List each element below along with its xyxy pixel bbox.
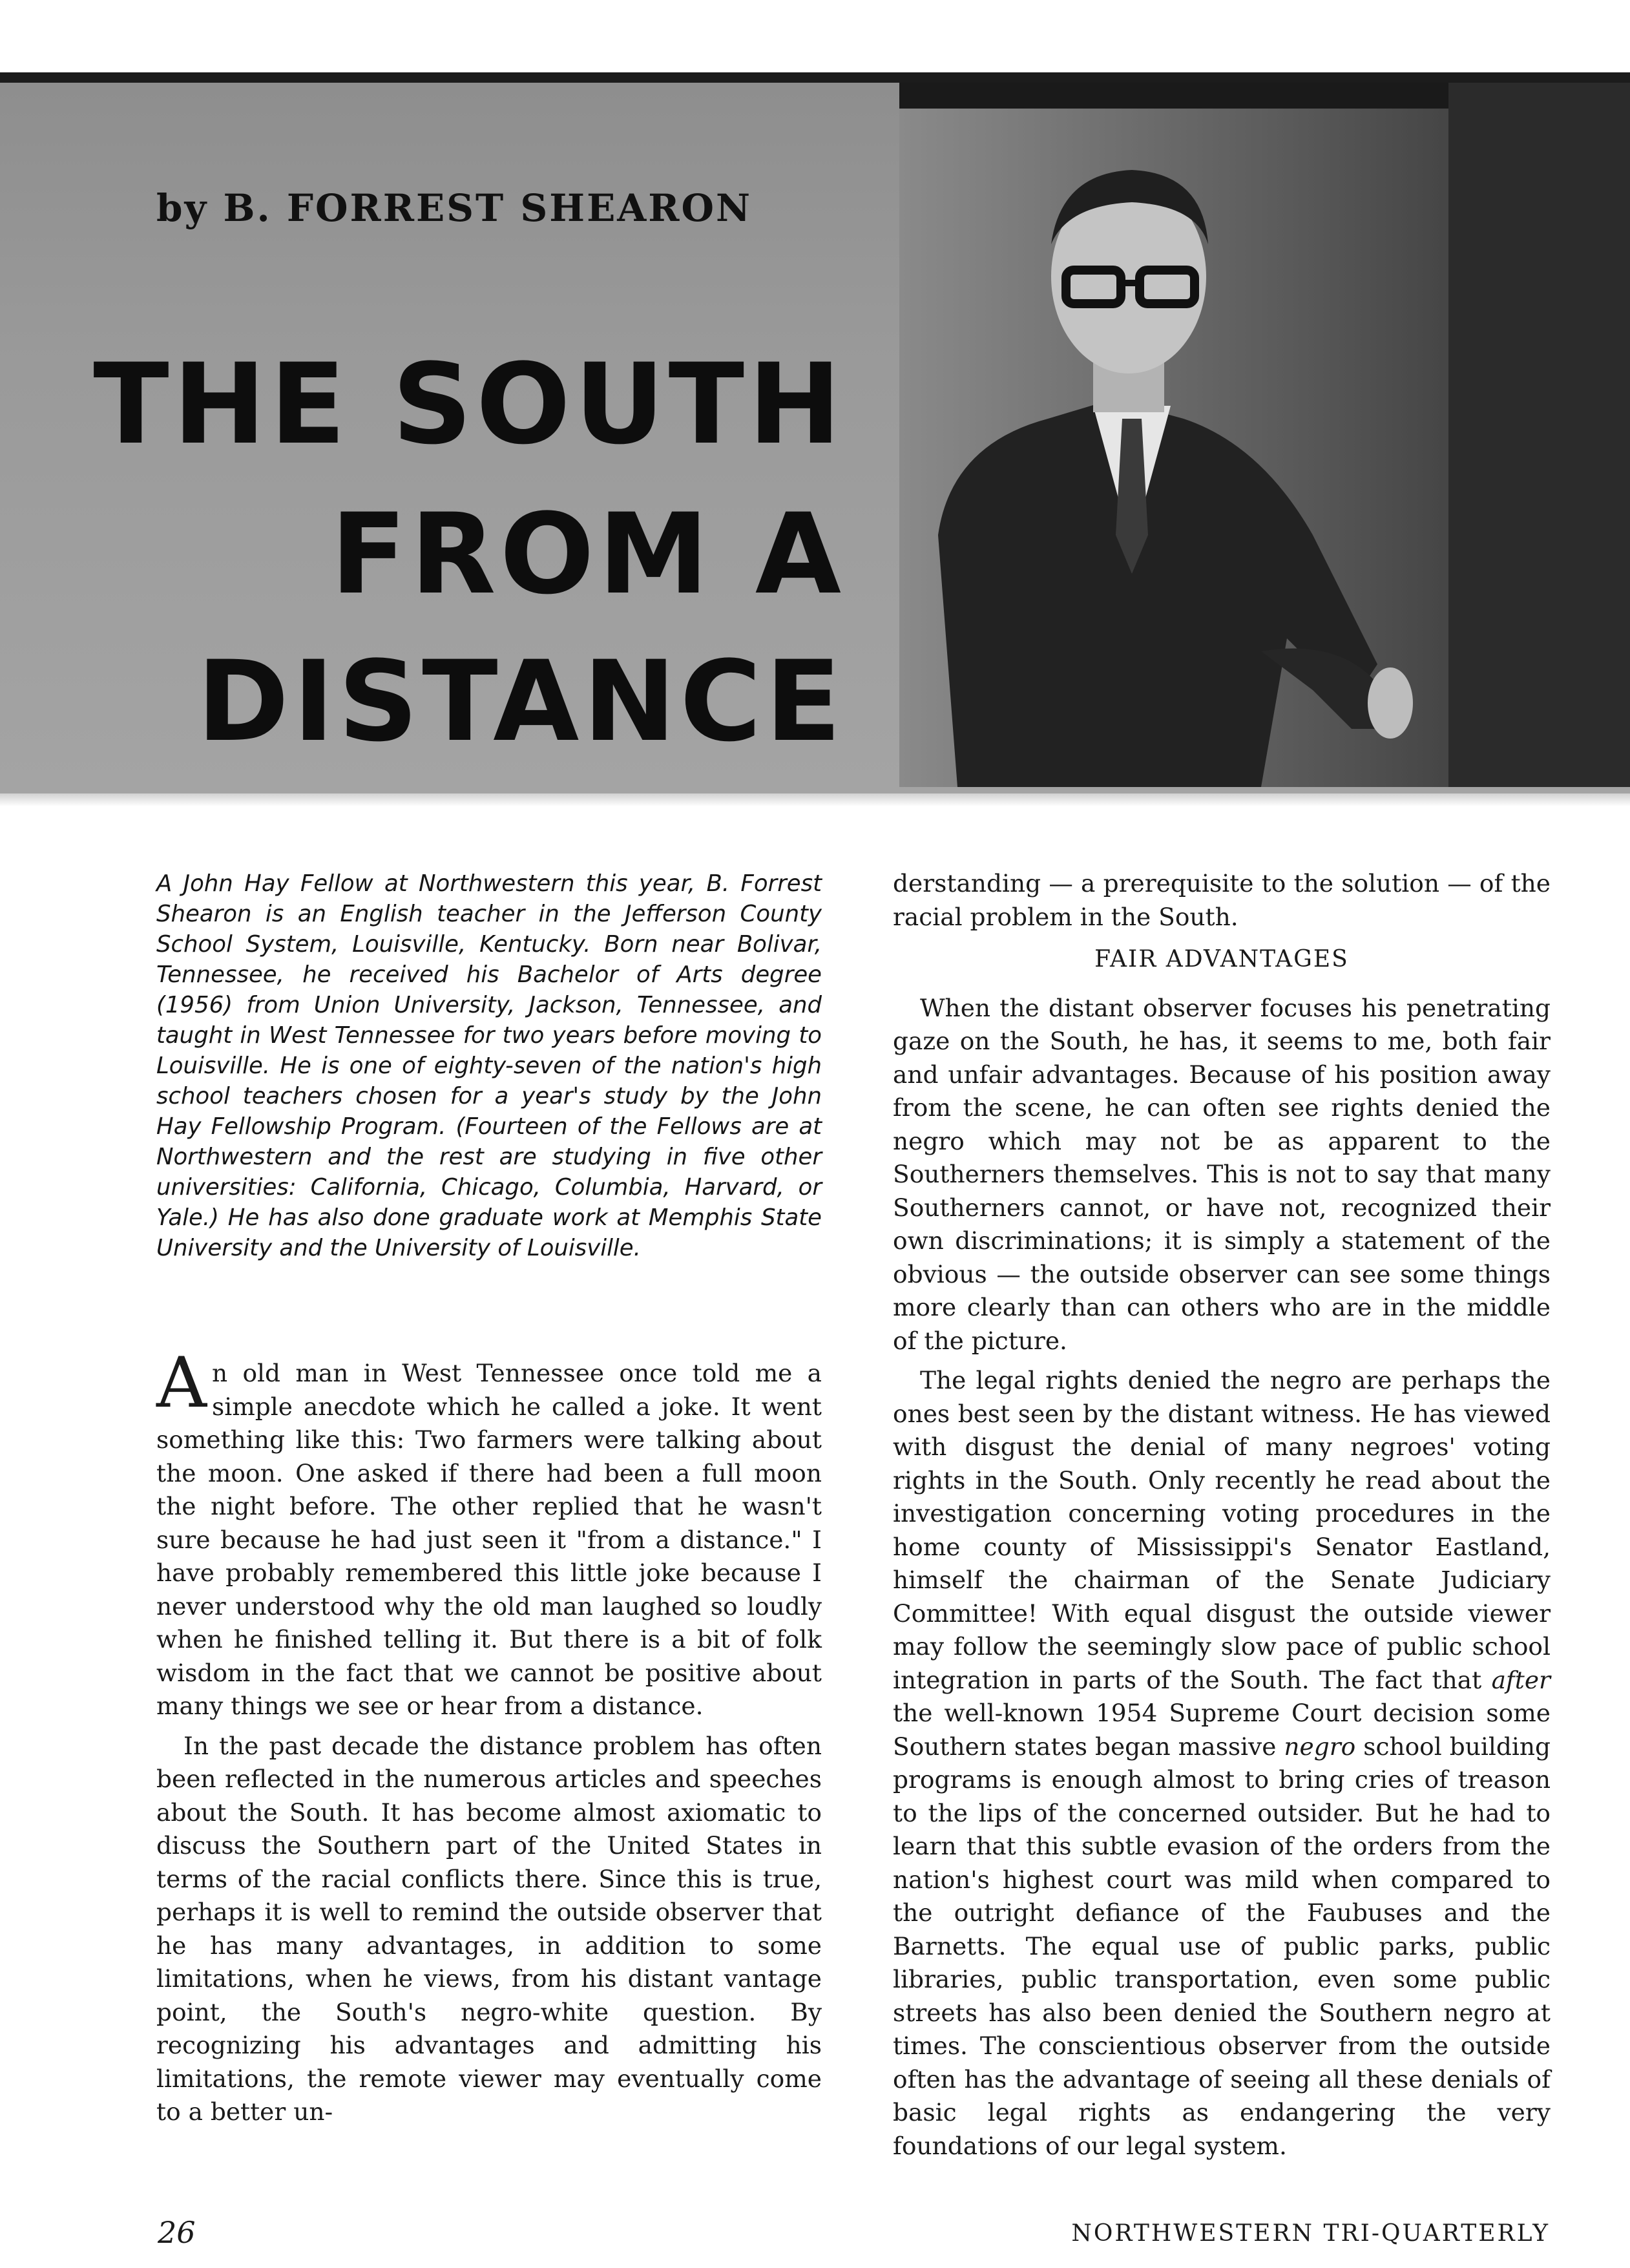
- byline: by B. FORREST SHEARON: [156, 186, 753, 230]
- left-column: [156, 1343, 822, 2136]
- emphasis-after: after: [1491, 1665, 1551, 1694]
- opening-paragraph-text: n old man in West Tennessee once told me a simple anecdote which he called a joke. It went something like this: Two farmers were talking about the moon. One asked if there had been a full moon the night before. The other replied that he wasn't sure because he had just seen it "from a distance." I have probably remembered this little joke because I never understood why the old man laughed so loudly when he finished telling it. But there is a bit of folk wisdom in the fact that we cannot be positive about many things we see or hear from a distance.: [156, 1359, 822, 1720]
- legal-rights-text-a: The legal rights denied the negro are perhaps the ones best seen by the distant witness. He has viewed with disgust the denial of many negroes' voting rights in the South. Only recently he read about the investigation concerning voting procedures in the home county of Mississippi's Senator Eastland, himself the chairman of the Senate Judiciary Committee! With equal disgust the outside viewer may follow the seemingly slow pace of public school integration in parts of the South. The fact that: [893, 1366, 1551, 1694]
- title-line-1: THE SOUTH: [93, 339, 845, 469]
- author-bio-intro: A John Hay Fellow at Northwestern this year, B. Forrest Shearon is an English teacher in the Jefferson County School System, Louisville, Kentucky. Born near Bolivar, Tennessee, he received his Bachelor of Arts degree (1956) from Union University, Jackson, Tennessee, and taught in West Tennessee for two years before moving to Louisville. He is one of eighty-seven of the nation's high school teachers chosen for a year's study by the John Hay Fellowship Program. (Fourteen of the Fellows are at Northwestern and the rest are studying in five other universities: California, Chicago, Columbia, Harvard, or Yale.) He has also done graduate work at Memphis State University and the University of Louisville.: [156, 870, 822, 1261]
- portrait-icon: [899, 83, 1630, 787]
- emphasis-negro: negro: [1284, 1732, 1356, 1761]
- paragraph-fair-advantages: When the distant observer focuses his penetrating gaze on the South, he has, it seems to me, both fair and unfair advantages. Because of his position away from the scene, he can often see rights denied the negro which may not be as apparent to the Southerners themselves. This is not to say that many Southerners cannot, or have not, recognized their own discriminations; it is simply a statement of the obvious — the outside observer can see some things more clearly than can others who are in the middle of the picture.: [893, 993, 1551, 1355]
- page-number: 26: [158, 2215, 196, 2250]
- section-heading: FAIR ADVANTAGES: [1094, 946, 1349, 972]
- legal-rights-text-b: the well-known 1954 Supreme Court decision some Southern states began massive: [893, 1699, 1551, 1761]
- title-line-2: FROM A: [330, 489, 845, 619]
- paragraph-distance-problem: In the past decade the distance problem has often been reflected in the numerous articles and speeches about the South. It has become almost axiomatic to discuss the Southern part of the United States in terms of the racial conflicts there. Since this is true, perhaps it is well to remind the outside observer that he has many advantages, in addition to some limitations, when he views, from his distant vantage point, the South's negro-white question. By recognizing his advantages and admitting his limitations, the remote viewer may eventually come to a better un-: [156, 1731, 822, 2126]
- title-line-3: DISTANCE: [196, 636, 845, 766]
- continued-paragraph: derstanding — a prerequisite to the solution — of the racial problem in the South.: [893, 869, 1551, 931]
- legal-rights-text-c: school building programs is enough almost to bring cries of treason to the lips of the concerned outsider. But he had to learn that this subtle evasion of the orders from the nation's highest court was mild when compared to the outright defiance of the Faubuses and the Barnetts. The equal use of public parks, public libraries, public transportation, even some public streets has also been denied the Southern negro at times. The conscientious observer from the outside often has the advantage of seeing all these denials of basic legal rights as endangering the very foundations of our legal system.: [893, 1732, 1551, 2160]
- paragraph-legal-rights: [893, 1364, 1551, 2163]
- drop-cap: A: [156, 1343, 207, 1423]
- right-column: [893, 867, 1551, 2169]
- author-portrait-photo: [899, 83, 1630, 787]
- publication-name: NORTHWESTERN TRI-QUARTERLY: [1071, 2220, 1550, 2247]
- opening-paragraph: [156, 1343, 822, 1723]
